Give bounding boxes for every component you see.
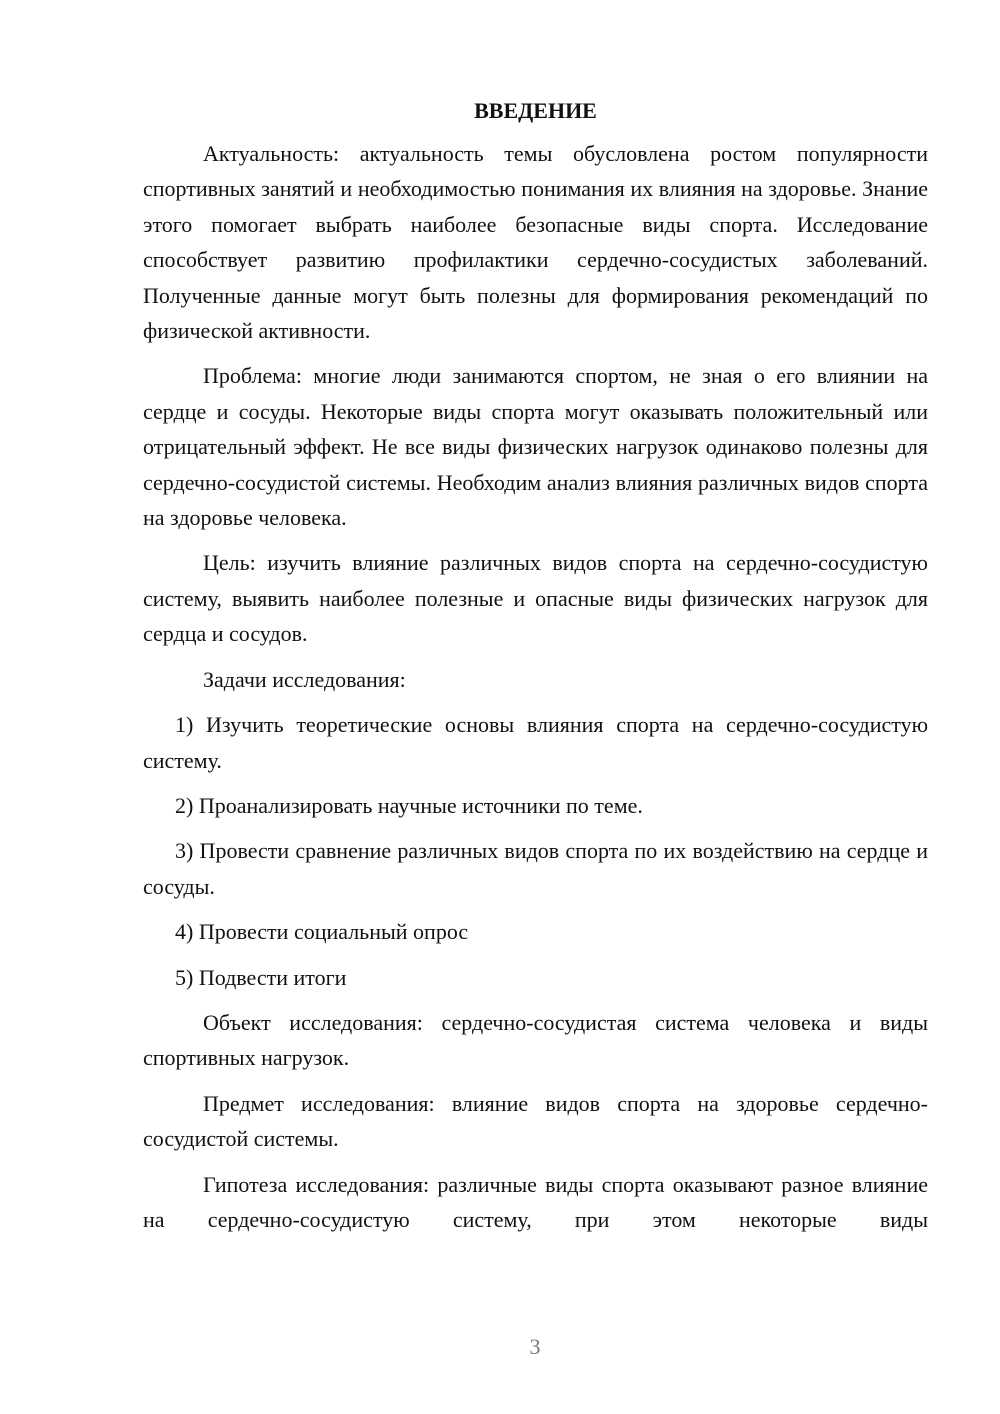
list-item: 3) Провести сравнение различных видов спорта по их воздействию на сердце и сосуды. [143, 838, 928, 899]
subject-paragraph: Предмет исследования: влияние видов спорта на здоровье сердечно-сосудистой системы. [143, 1090, 928, 1152]
object-paragraph: Объект исследования: сердечно-сосудистая система человека и виды спортивных нагрузок. [143, 1009, 928, 1071]
goal-paragraph: Цель: изучить влияние различных видов спорта на сердечно-сосудистую систему, выявить наиболее полезные и опасные виды физических нагрузок для сердца и сосудов. [143, 550, 928, 647]
hypothesis-paragraph: Гипотеза исследования: различные виды спорта оказывают разное влияние на сердечно-сосудистую систему, при этом некоторые виды [143, 1171, 928, 1232]
page-number: 3 [529, 1334, 541, 1359]
page-content [143, 96, 928, 1247]
problem-paragraph: Проблема: многие люди занимаются спортом, не зная о его влиянии на сердце и сосуды. Некоторые виды спорта могут оказывать положительный или отрицательный эффект. Не все виды физических нагрузок одинаково полезны для сердечно-сосудистой системы. Необходим анализ влияния различных видов спорта на здоровье человека. [143, 363, 928, 531]
list-item: 5) Подвести итоги [175, 964, 347, 990]
page-title: ВВЕДЕНИЕ [474, 98, 597, 123]
tasks-title: Задачи исследования: [203, 666, 406, 692]
list-item: 1) Изучить теоретические основы влияния спорта на сердечно-сосудистую систему. [143, 712, 928, 773]
tasks-list [143, 707, 928, 995]
relevance-paragraph: Актуальность: актуальность темы обусловлена ростом популярности спортивных занятий и необходимостью понимания их влияния на здоровье. Знание этого помогает выбрать наиболее безопасные виды спорта. Исследование способствует развитию профилактики сердечно-сосудистых заболеваний. Полученные данные могут быть полезны для формирования рекомендаций по физической активности. [143, 141, 928, 344]
list-item: 2) Проанализировать научные источники по теме. [175, 792, 643, 818]
list-item: 4) Провести социальный опрос [175, 919, 469, 945]
